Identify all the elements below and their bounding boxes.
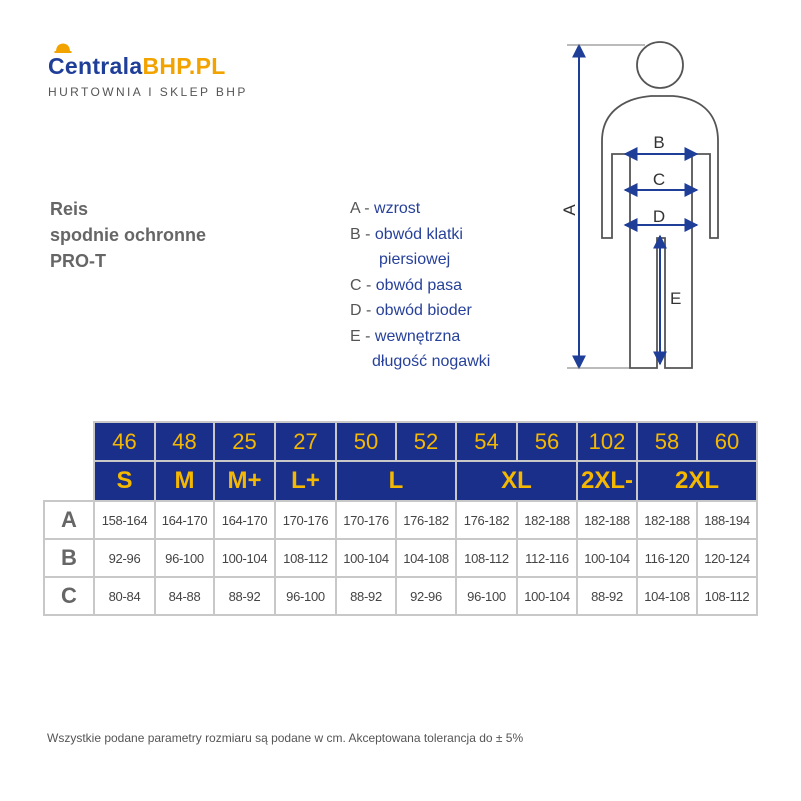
table-row xyxy=(44,539,757,577)
table-row-sizes xyxy=(44,461,757,501)
legend-item-a xyxy=(350,196,490,222)
table-cell: 96-100 xyxy=(456,577,517,615)
logo-subtitle: HURTOWNIA I SKLEP BHP xyxy=(48,85,248,99)
product-title xyxy=(50,196,206,274)
table-cell: 164-170 xyxy=(155,501,214,539)
table-cell: 92-96 xyxy=(94,539,155,577)
size-number: 46 xyxy=(94,422,155,461)
legend-key: B - xyxy=(350,225,375,243)
size-number: 102 xyxy=(577,422,637,461)
legend-key: E - xyxy=(350,327,375,345)
table-cell: 104-108 xyxy=(396,539,456,577)
table-cell: 100-104 xyxy=(577,539,637,577)
product-model: PRO-T xyxy=(50,251,106,271)
table-cell: 182-188 xyxy=(517,501,577,539)
size-label: M xyxy=(155,461,214,501)
legend-value: wzrost xyxy=(374,200,421,217)
size-number: 56 xyxy=(517,422,577,461)
legend-item-b xyxy=(350,222,490,248)
table-row xyxy=(44,577,757,615)
legend-value: piersiowej xyxy=(379,251,451,268)
table-row xyxy=(44,501,757,539)
measurement-legend xyxy=(350,196,490,375)
row-header-c: C xyxy=(44,577,94,615)
size-number: 25 xyxy=(214,422,275,461)
row-header-b: B xyxy=(44,539,94,577)
table-cell: 120-124 xyxy=(697,539,757,577)
table-cell: 176-182 xyxy=(456,501,517,539)
table-cell: 88-92 xyxy=(214,577,275,615)
legend-value: długość nogawki xyxy=(372,353,491,370)
table-corner xyxy=(44,461,94,501)
legend-item-b-cont xyxy=(350,247,490,273)
table-row-numbers xyxy=(44,422,757,461)
table-cell: 80-84 xyxy=(94,577,155,615)
table-cell: 116-120 xyxy=(637,539,697,577)
size-label: S xyxy=(94,461,155,501)
table-cell: 188-194 xyxy=(697,501,757,539)
logo xyxy=(48,52,248,99)
legend-item-e-cont xyxy=(350,349,490,375)
body-measurement-figure xyxy=(555,38,745,378)
table-cell: 92-96 xyxy=(396,577,456,615)
legend-value: obwód klatki xyxy=(374,225,463,243)
table-cell: 96-100 xyxy=(155,539,214,577)
table-cell: 108-112 xyxy=(275,539,336,577)
legend-key: C - xyxy=(350,276,376,294)
legend-value: wewnętrzna xyxy=(374,327,461,345)
figure-label-b: B xyxy=(653,133,665,152)
table-cell: 88-92 xyxy=(577,577,637,615)
legend-value: obwód pasa xyxy=(375,276,463,294)
figure-label-a: A xyxy=(560,204,579,216)
table-corner xyxy=(44,422,94,461)
legend-value: obwód bioder xyxy=(375,302,472,319)
table-cell: 112-116 xyxy=(517,539,577,577)
size-number: 52 xyxy=(396,422,456,461)
size-label: 2XL xyxy=(637,461,757,501)
product-type: spodnie ochronne xyxy=(50,225,207,245)
table-cell: 100-104 xyxy=(214,539,275,577)
size-number: 27 xyxy=(275,422,336,461)
table-cell: 170-176 xyxy=(275,501,336,539)
table-cell: 108-112 xyxy=(456,539,517,577)
table-cell: 96-100 xyxy=(275,577,336,615)
size-label: M+ xyxy=(214,461,275,501)
table-cell: 88-92 xyxy=(336,577,396,615)
table-cell: 100-104 xyxy=(336,539,396,577)
figure-label-e: E xyxy=(670,289,682,308)
table-cell: 182-188 xyxy=(637,501,697,539)
table-cell: 100-104 xyxy=(517,577,577,615)
size-label: L xyxy=(336,461,456,501)
table-cell: 158-164 xyxy=(94,501,155,539)
logo-wordmark xyxy=(48,52,248,80)
figure-head xyxy=(637,42,683,88)
size-table xyxy=(43,421,758,616)
legend-item-e xyxy=(350,324,490,350)
size-number: 54 xyxy=(456,422,517,461)
size-number: 58 xyxy=(637,422,697,461)
size-label: L+ xyxy=(275,461,336,501)
row-header-a: A xyxy=(44,501,94,539)
table-cell: 84-88 xyxy=(155,577,214,615)
size-number: 60 xyxy=(697,422,757,461)
table-cell: 164-170 xyxy=(214,501,275,539)
product-brand: Reis xyxy=(50,199,89,219)
legend-item-c xyxy=(350,273,490,299)
logo-part-centrala: Centrala xyxy=(48,53,143,79)
table-cell: 104-108 xyxy=(637,577,697,615)
logo-part-bhp: BHP.PL xyxy=(142,53,226,79)
table-cell: 170-176 xyxy=(336,501,396,539)
size-label: XL xyxy=(456,461,577,501)
table-cell: 176-182 xyxy=(396,501,456,539)
legend-key: A - xyxy=(350,200,375,217)
helmet-icon xyxy=(54,42,72,53)
legend-item-d xyxy=(350,298,490,324)
table-cell: 182-188 xyxy=(577,501,637,539)
table-cell: 108-112 xyxy=(697,577,757,615)
figure-label-d: D xyxy=(652,207,666,226)
size-number: 50 xyxy=(336,422,396,461)
size-number: 48 xyxy=(155,422,214,461)
footnote: Wszystkie podane parametry rozmiaru są podane w cm. Akceptowana tolerancja do ± 5% xyxy=(47,731,524,745)
legend-key: D - xyxy=(350,302,376,319)
figure-label-c: C xyxy=(652,170,666,189)
size-label: 2XL- xyxy=(577,461,637,501)
